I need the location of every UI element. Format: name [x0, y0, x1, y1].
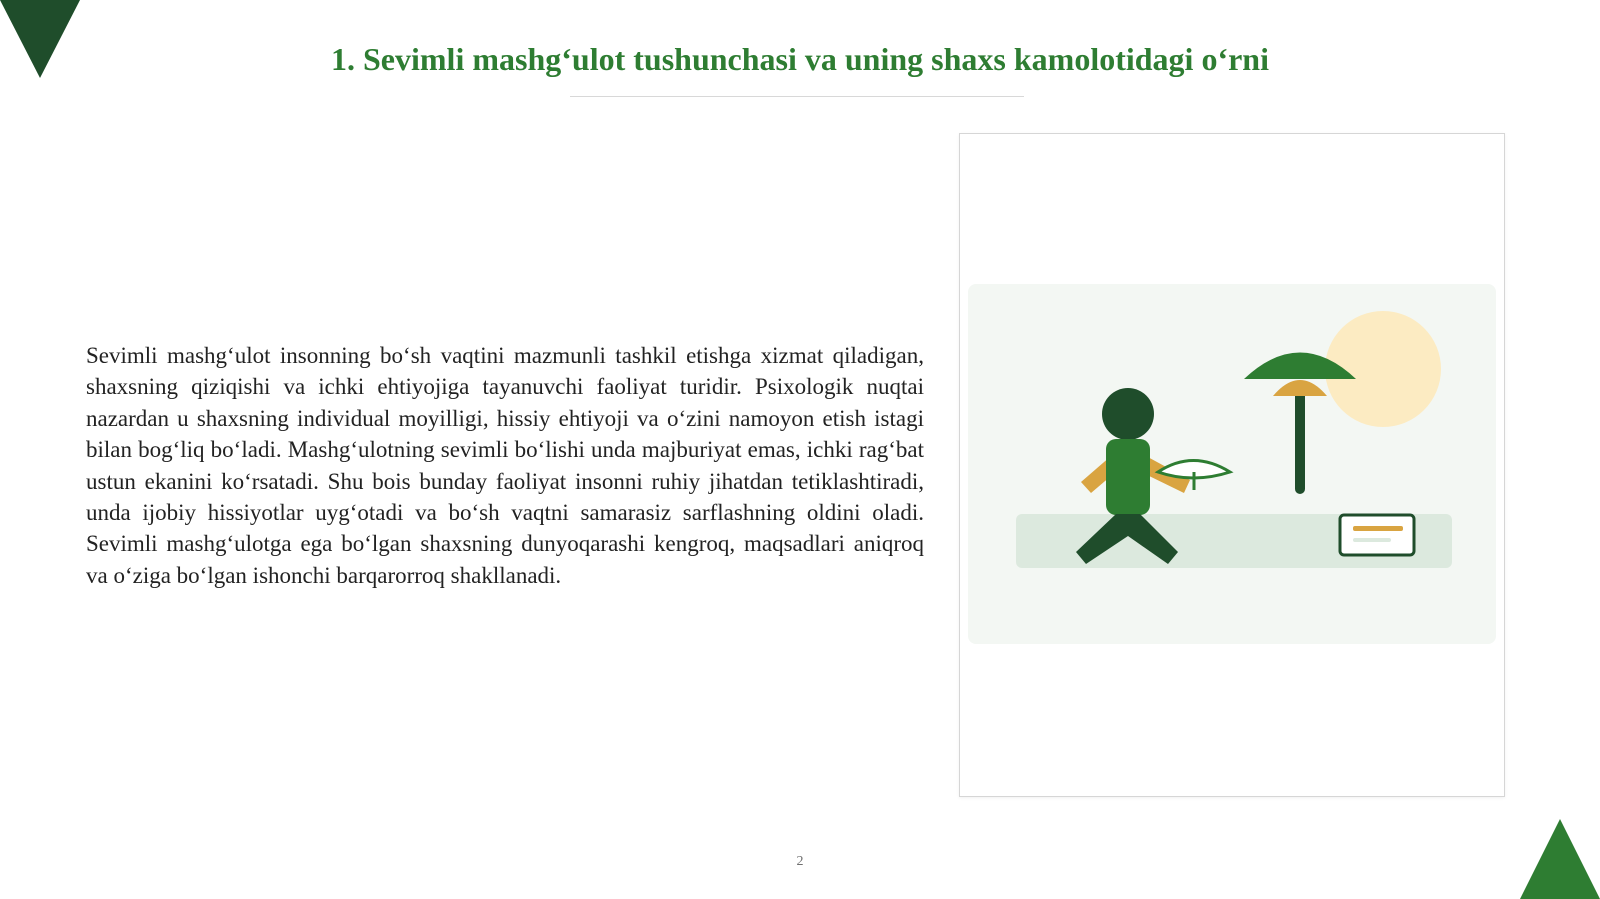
- card-line-secondary: [1353, 538, 1391, 542]
- corner-triangle-top-left: [0, 0, 80, 78]
- corner-triangle-bottom-right: [1520, 819, 1600, 899]
- card-line-accent: [1353, 526, 1403, 531]
- figure-head: [1102, 388, 1154, 440]
- title-divider: [570, 96, 1024, 97]
- body-paragraph: Sevimli mashg‘ulot insonning bo‘sh vaqtini mazmunli tashkil etishga xizmat qiladigan, shaxsning qiziqishi va ichki ehtiyojiga tayanuvchi faoliyat turidir. Psixologik nuqtai nazardan u shaxsning individual moyilligi, hissiy ehtiyoji va o‘zini namoyon etish istagi bilan bog‘liq bo‘ladi. Mashg‘ulotning sevimli bo‘lishi unda majburiyat emas, ichki rag‘bat ustun ekanini ko‘rsatadi. Shu bois bunday faoliyat insonni ruhiy jihatdan tetiklashtiradi, unda ijobiy hissiyotlar uyg‘otadi va bo‘sh vaqtni samarasiz sarflashning oldini oladi. Sevimli mashg‘ulotga ega bo‘lgan shaxsning dunyoqarashi kengroq, maqsadlari aniqroq va o‘ziga bo‘lgan ishonchi barqarorroq shakllanadi.: [86, 343, 924, 588]
- triangle-down-icon: [0, 0, 80, 78]
- figure-torso: [1106, 439, 1150, 515]
- hobby-illustration: [968, 284, 1496, 644]
- umbrella-pole: [1295, 382, 1305, 494]
- illustration-frame: [959, 133, 1505, 797]
- triangle-up-icon: [1520, 819, 1600, 899]
- page-number: 2: [796, 854, 804, 869]
- card-shape: [1340, 515, 1414, 555]
- slide-title: 1. Sevimli mashg‘ulot tushunchasi va uning shaxs kamolotidagi o‘rni: [331, 41, 1269, 77]
